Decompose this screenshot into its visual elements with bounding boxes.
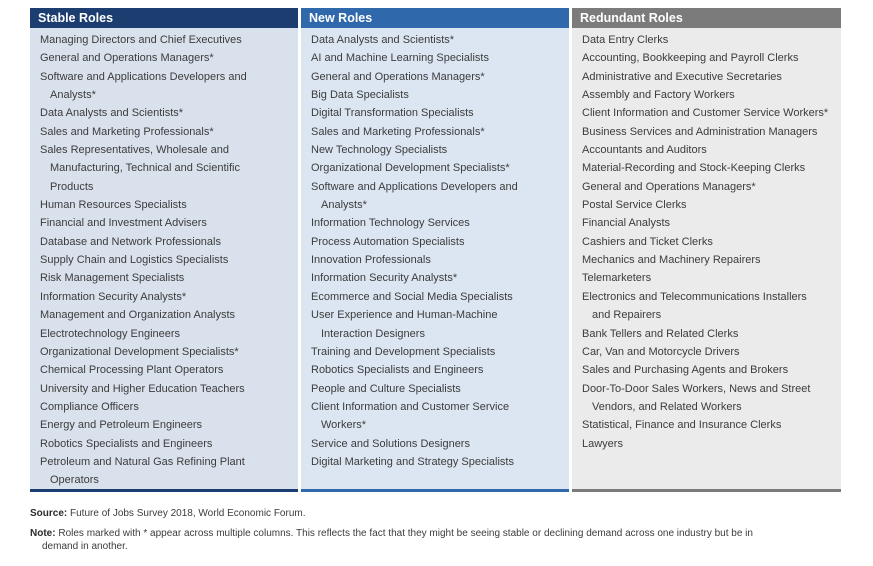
role-list-item: Electronics and Telecommunications Installers bbox=[582, 290, 807, 303]
role-list-item: Material-Recording and Stock-Keeping Clerks bbox=[582, 162, 806, 175]
role-list-item: Service and Solutions Designers bbox=[311, 437, 470, 450]
role-list-item: Petroleum and Natural Gas Refining Plant bbox=[40, 455, 245, 468]
role-list-item: Client Information and Customer Service bbox=[311, 400, 510, 413]
role-list-item: Mechanics and Machinery Repairers bbox=[582, 254, 761, 267]
stable-roles-list bbox=[30, 31, 298, 490]
role-list-item: Innovation Professionals bbox=[311, 254, 431, 267]
role-list-item: Manufacturing, Technical and Scientific bbox=[50, 162, 240, 175]
role-list-item: Door-To-Door Sales Workers, News and Street bbox=[582, 382, 811, 395]
role-list-item: Assembly and Factory Workers bbox=[582, 89, 735, 102]
footnotes bbox=[30, 507, 845, 553]
role-list-item: Software and Applications Developers and bbox=[311, 180, 518, 193]
redundant-roles-header: Redundant Roles bbox=[572, 8, 841, 28]
role-list-item: General and Operations Managers* bbox=[582, 180, 756, 193]
role-list-item: Information Security Analysts* bbox=[311, 272, 458, 285]
role-list-item: Risk Management Specialists bbox=[40, 272, 185, 285]
role-list-item: User Experience and Human-Machine bbox=[311, 309, 498, 322]
redundant-roles-column bbox=[572, 8, 841, 492]
role-list-item: Training and Development Specialists bbox=[311, 345, 496, 358]
asterisk-note-continued: demand in another. bbox=[42, 541, 128, 552]
role-list-item: Information Security Analysts* bbox=[40, 290, 187, 303]
role-list-item: People and Culture Specialists bbox=[311, 382, 461, 395]
role-list-item: New Technology Specialists bbox=[311, 144, 448, 157]
role-list-item: Organizational Development Specialists* bbox=[311, 162, 510, 175]
role-list-item: Information Technology Services bbox=[311, 217, 470, 230]
stable-roles-column bbox=[30, 8, 298, 492]
role-list-item: Ecommerce and Social Media Specialists bbox=[311, 290, 513, 303]
role-list-item: Robotics Specialists and Engineers bbox=[311, 364, 484, 377]
role-list-item: Interaction Designers bbox=[321, 327, 425, 340]
redundant-roles-list bbox=[572, 31, 841, 453]
role-list-item: Sales and Marketing Professionals* bbox=[40, 125, 214, 138]
role-list-item: Database and Network Professionals bbox=[40, 235, 221, 248]
role-list-item: Sales and Marketing Professionals* bbox=[311, 125, 485, 138]
role-list-item: Management and Organization Analysts bbox=[40, 309, 236, 322]
role-list-item: Vendors, and Related Workers bbox=[592, 400, 742, 413]
role-list-item: Postal Service Clerks bbox=[582, 199, 687, 212]
role-list-item: Analysts* bbox=[50, 89, 96, 102]
role-list-item: Analysts* bbox=[321, 199, 367, 212]
role-list-item: Chemical Processing Plant Operators bbox=[40, 364, 224, 377]
role-list-item: Financial and Investment Advisers bbox=[40, 217, 207, 230]
role-list-item: Energy and Petroleum Engineers bbox=[40, 419, 203, 432]
role-list-item: Telemarketers bbox=[582, 272, 652, 285]
role-list-item: Organizational Development Specialists* bbox=[40, 345, 239, 358]
role-list-item: Big Data Specialists bbox=[311, 89, 409, 102]
role-list-item: Sales Representatives, Wholesale and bbox=[40, 144, 229, 157]
role-list-item: Compliance Officers bbox=[40, 400, 139, 413]
role-list-item: Car, Van and Motorcycle Drivers bbox=[582, 345, 740, 358]
role-list-item: General and Operations Managers* bbox=[311, 70, 485, 83]
role-list-item: Digital Transformation Specialists bbox=[311, 107, 474, 120]
role-list-item: Products bbox=[50, 180, 94, 193]
role-list-item: Workers* bbox=[321, 419, 367, 432]
new-roles-header: New Roles bbox=[301, 8, 569, 28]
role-list-item: Sales and Purchasing Agents and Brokers bbox=[582, 364, 789, 377]
role-list-item: Business Services and Administration Managers bbox=[582, 125, 818, 138]
role-list-item: Data Analysts and Scientists* bbox=[311, 34, 455, 46]
role-list-item: General and Operations Managers* bbox=[40, 52, 214, 65]
role-list-item: Human Resources Specialists bbox=[40, 199, 187, 212]
asterisk-note bbox=[30, 527, 845, 540]
role-list-item: Robotics Specialists and Engineers bbox=[40, 437, 213, 450]
note-label: Note: bbox=[30, 528, 56, 539]
note-text: Roles marked with * appear across multiple columns. This reflects the fact that they might be seeing stable or declining demand across one industry but be in bbox=[58, 528, 753, 539]
role-list-item: University and Higher Education Teachers bbox=[40, 382, 245, 395]
source-note bbox=[30, 507, 845, 520]
source-label: Source: bbox=[30, 508, 68, 519]
new-roles-column bbox=[301, 8, 569, 492]
role-list-item: AI and Machine Learning Specialists bbox=[311, 52, 489, 65]
role-list-item: Digital Marketing and Strategy Specialists bbox=[311, 455, 514, 468]
role-list-item: Managing Directors and Chief Executives bbox=[40, 34, 242, 46]
role-list-item: Operators bbox=[50, 474, 99, 487]
role-list-item: Statistical, Finance and Insurance Clerks bbox=[582, 419, 782, 432]
source-text: Future of Jobs Survey 2018, World Economic Forum. bbox=[70, 508, 306, 519]
new-roles-list bbox=[301, 31, 569, 471]
role-list-item: Data Entry Clerks bbox=[582, 34, 669, 46]
roles-table bbox=[30, 8, 841, 492]
role-list-item: Cashiers and Ticket Clerks bbox=[582, 235, 713, 248]
stable-roles-header: Stable Roles bbox=[30, 8, 298, 28]
role-list-item: Software and Applications Developers and bbox=[40, 70, 247, 83]
role-list-item: Lawyers bbox=[582, 437, 623, 450]
role-list-item: Administrative and Executive Secretaries bbox=[582, 70, 782, 83]
role-list-item: Client Information and Customer Service Workers* bbox=[582, 107, 829, 120]
role-list-item: Data Analysts and Scientists* bbox=[40, 107, 184, 120]
role-list-item: Electrotechnology Engineers bbox=[40, 327, 181, 340]
role-list-item: Supply Chain and Logistics Specialists bbox=[40, 254, 229, 267]
role-list-item: Bank Tellers and Related Clerks bbox=[582, 327, 739, 340]
role-list-item: Accountants and Auditors bbox=[582, 144, 707, 157]
role-list-item: and Repairers bbox=[592, 309, 662, 322]
role-list-item: Process Automation Specialists bbox=[311, 235, 465, 248]
role-list-item: Financial Analysts bbox=[582, 217, 671, 230]
role-list-item: Accounting, Bookkeeping and Payroll Clerks bbox=[582, 52, 799, 65]
